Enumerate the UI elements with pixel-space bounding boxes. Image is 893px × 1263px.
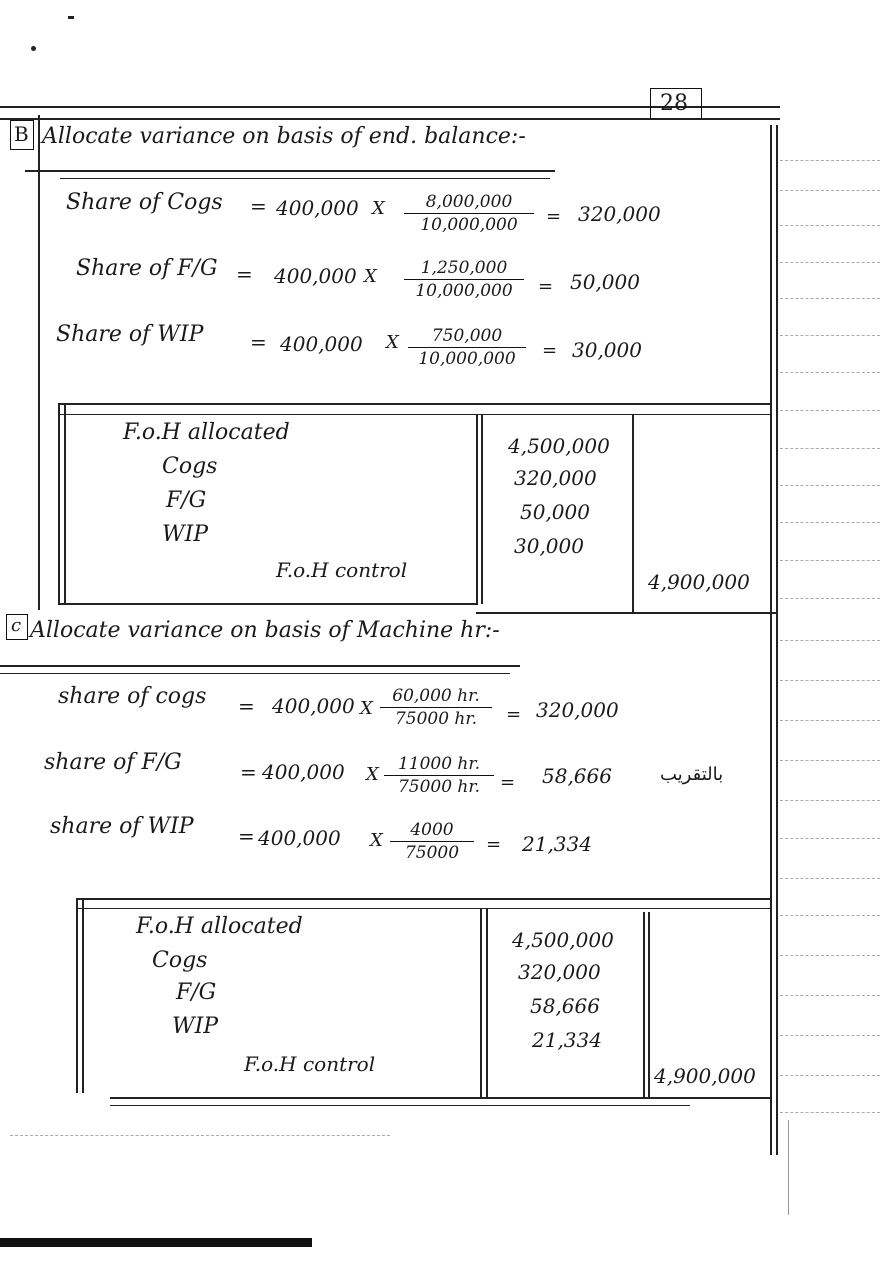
c-row1-label: share of cogs — [58, 684, 207, 709]
b-journal-debit-value-4: 30,000 — [514, 534, 584, 558]
b-row1-fraction — [404, 192, 534, 235]
c-journal-div2b — [648, 912, 650, 1097]
b-row1-eq: = — [250, 194, 267, 218]
b-row3-numerator: 750,000 — [408, 326, 526, 348]
c-journal-credit-3: WIP — [172, 1014, 219, 1039]
b-row3-op: X — [386, 332, 399, 353]
b-row2-denominator: 10,000,000 — [415, 281, 513, 301]
section-b-title: Allocate variance on basis of end. balance:- — [42, 124, 526, 149]
c-journal-div1b — [486, 908, 488, 1098]
b-row2-fraction — [404, 258, 524, 301]
c-row3-eq: = — [238, 824, 255, 848]
c-row3-result: 21,334 — [522, 832, 592, 856]
c-row2-result: 58,666 — [542, 764, 612, 788]
b-journal-left-2 — [64, 403, 66, 603]
b-journal-credit-3: WIP — [162, 522, 209, 547]
c-row1-numerator: 60,000 hr. — [380, 686, 492, 708]
c-row1-eq: = — [238, 694, 255, 718]
b-journal-div1 — [476, 414, 478, 604]
c-row3-eq2: = — [486, 834, 502, 855]
c-row1-eq2: = — [506, 704, 522, 725]
b-journal-credit-1: Cogs — [162, 454, 218, 479]
b-row2-base: 400,000 — [274, 264, 357, 288]
b-row3-result: 30,000 — [572, 338, 642, 362]
b-journal-top-2 — [58, 414, 770, 415]
c-row1-op: X — [360, 698, 373, 719]
c-journal-left-2 — [82, 898, 84, 1093]
c-row2-denominator: 75000 hr. — [397, 777, 481, 797]
c-row2-label: share of F/G — [44, 750, 182, 775]
section-c-underline — [0, 665, 520, 667]
right-margin-line-1 — [770, 125, 772, 1155]
b-row2-label: Share of F/G — [76, 256, 218, 281]
c-row2-base: 400,000 — [262, 760, 345, 784]
b-row3-label: Share of WIP — [56, 322, 204, 347]
b-row1-label: Share of Cogs — [66, 190, 223, 215]
b-journal-div1b — [481, 414, 483, 604]
c-journal-bottom — [110, 1097, 770, 1099]
c-row2-eq: = — [240, 760, 257, 784]
c-row2-fraction — [384, 754, 494, 797]
b-journal-div2 — [632, 414, 634, 614]
b-journal-left — [58, 403, 60, 603]
b-row1-numerator: 8,000,000 — [404, 192, 534, 214]
b-row1-result: 320,000 — [578, 202, 661, 226]
b-journal-debit-value-3: 50,000 — [520, 500, 590, 524]
section-c-marker: c — [11, 615, 22, 636]
b-journal-credit-value: 4,900,000 — [648, 570, 750, 594]
c-row2-note: بالتقريب — [660, 764, 724, 785]
c-journal-credit-1: Cogs — [152, 948, 208, 973]
page-number: 28 — [660, 91, 688, 116]
right-edge-line — [788, 1120, 789, 1215]
c-journal-div1 — [480, 908, 482, 1098]
b-journal-debit-value-1: 4,500,000 — [508, 434, 610, 458]
section-c-marker-box — [6, 614, 28, 640]
c-row2-numerator: 11000 hr. — [384, 754, 494, 776]
c-journal-debit-value-2: 320,000 — [518, 960, 601, 984]
b-row1-base: 400,000 — [276, 196, 359, 220]
c-journal-top-2 — [76, 908, 770, 909]
c-row3-denominator: 75000 — [404, 843, 460, 863]
c-journal-div2 — [643, 912, 645, 1097]
left-margin-line — [38, 115, 40, 610]
page-number-box — [650, 88, 702, 119]
c-journal-top — [76, 898, 770, 900]
b-row3-fraction — [408, 326, 526, 369]
section-b-underline — [25, 170, 555, 172]
c-journal-credit-account: F.o.H control — [244, 1052, 376, 1076]
b-journal-debit-value-2: 320,000 — [514, 466, 597, 490]
c-row2-eq2: = — [500, 772, 516, 793]
c-row3-label: share of WIP — [50, 814, 194, 839]
c-row2-op: X — [366, 764, 379, 785]
b-row3-denominator: 10,000,000 — [418, 349, 516, 369]
c-row1-result: 320,000 — [536, 698, 619, 722]
c-journal-debit-account: F.o.H allocated — [136, 914, 303, 939]
c-journal-debit-value-4: 21,334 — [532, 1028, 602, 1052]
right-margin-line-2 — [776, 125, 778, 1155]
b-row3-eq: = — [250, 330, 267, 354]
c-journal-credit-value: 4,900,000 — [654, 1064, 756, 1088]
c-journal-debit-value-1: 4,500,000 — [512, 928, 614, 952]
b-row1-eq2: = — [546, 206, 562, 227]
stray-mark — [68, 16, 74, 19]
c-journal-bottom-2 — [110, 1105, 690, 1106]
c-row1-fraction — [380, 686, 492, 729]
b-row1-op: X — [372, 198, 385, 219]
c-journal-debit-value-3: 58,666 — [530, 994, 600, 1018]
scan-edge-bar — [0, 1238, 312, 1247]
b-journal-debit-account: F.o.H allocated — [123, 420, 290, 445]
b-journal-credit-2: F/G — [166, 488, 207, 513]
c-row1-base: 400,000 — [272, 694, 355, 718]
section-c-title: Allocate variance on basis of Machine hr:- — [30, 618, 500, 643]
b-row3-base: 400,000 — [280, 332, 363, 356]
b-journal-bottom — [58, 603, 478, 605]
c-row3-op: X — [370, 830, 383, 851]
b-row1-denominator: 10,000,000 — [420, 215, 518, 235]
b-journal-bottom-2 — [476, 612, 776, 614]
section-c-underline-2 — [0, 673, 510, 674]
b-journal-credit-account: F.o.H control — [276, 558, 408, 582]
section-b-underline-2 — [60, 178, 550, 179]
b-row2-numerator: 1,250,000 — [404, 258, 524, 280]
c-row1-denominator: 75000 hr. — [394, 709, 478, 729]
c-row3-base: 400,000 — [258, 826, 341, 850]
section-b-marker-box — [10, 120, 34, 150]
b-row2-op: X — [364, 266, 377, 287]
b-row2-eq2: = — [538, 276, 554, 297]
section-b-marker: B — [14, 122, 29, 146]
b-row3-eq2: = — [542, 340, 558, 361]
stray-dot — [31, 46, 36, 51]
c-journal-left — [76, 898, 78, 1093]
b-row2-eq: = — [236, 262, 253, 286]
b-row2-result: 50,000 — [570, 270, 640, 294]
c-journal-credit-2: F/G — [176, 980, 217, 1005]
b-journal-top — [58, 403, 770, 405]
c-row3-fraction — [390, 820, 474, 863]
c-row3-numerator: 4000 — [390, 820, 474, 842]
